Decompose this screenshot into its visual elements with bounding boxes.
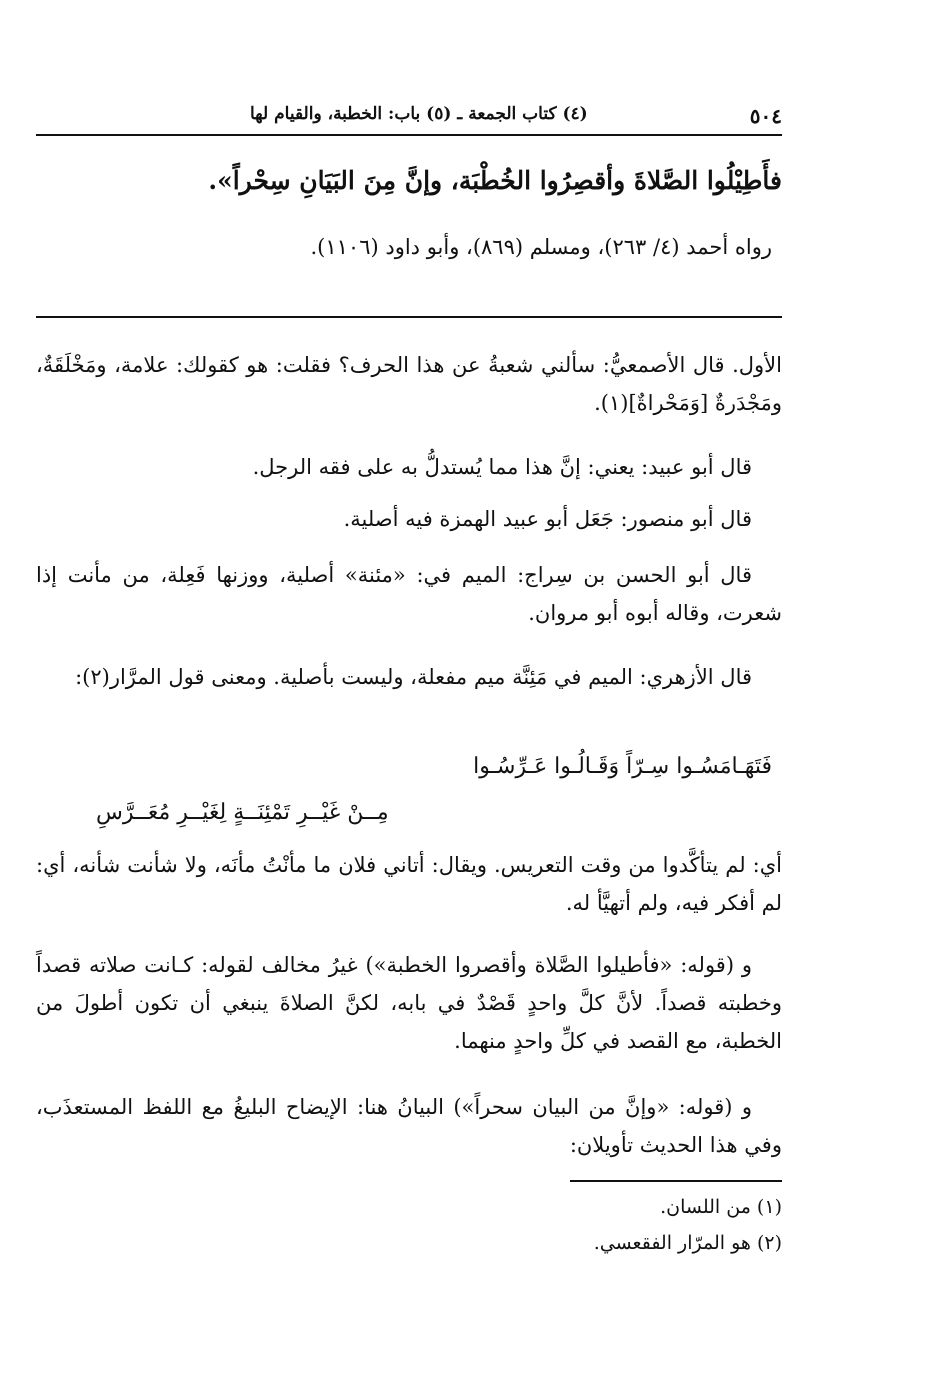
footnote-rule bbox=[570, 1180, 782, 1182]
hadith-text: فأَطِيْلُوا الصَّلاةَ وأقصِرُوا الخُطْبَة، وإنَّ مِنَ البَيَانِ سِحْراً». bbox=[208, 166, 782, 195]
commentary-para-5: قال الأزهري: الميم في مَئِنَّة ميم مفعلة، وليست بأصلية. ومعنى قول المرَّار(٢): bbox=[75, 665, 752, 689]
commentary-para-8: و (قوله: «وإنَّ من البيان سحراً») البيانُ هنا: الإيضاح البليغُ مع اللفظ المستعذَب، وفي هذا الحديث تأويلان: bbox=[36, 1095, 782, 1157]
commentary-para-4: قال أبو الحسن بن سِراج: الميم في: «مئنة» أصلية، ووزنها فَعِلة، من مأنت إذا شعرت، وقاله أبوه أبو مروان. bbox=[36, 563, 782, 625]
commentary-para-6: أي: لم يتأكَّدوا من وقت التعريس. ويقال: أتاني فلان ما مأنْتُ مأنَه، ولا شأنت شأنه، أي: لم أفكر فيه، ولم أتهيَّأ له. bbox=[36, 853, 782, 915]
poem-verse-1: فَتَهَـامَسُـوا سِـرّاً وَقَـالُـوا عَـرِّسُـوا bbox=[473, 754, 772, 779]
poem-verse-2: مِــنْ غَيْــرِ تَمْئِنَــةٍ لِغَيْــرِ مُعَــرَّسِ bbox=[96, 800, 389, 825]
section-divider bbox=[36, 316, 782, 318]
header-rule bbox=[36, 134, 782, 136]
page-number: ٥٠٤ bbox=[749, 104, 782, 128]
commentary-para-3: قال أبو منصور: جَعَل أبو عبيد الهمزة فيه أصلية. bbox=[343, 507, 752, 531]
commentary-para-7: و (قوله: «فأطيلوا الصَّلاة وأقصروا الخطبة») غيرُ مخالف لقوله: كـانت صلاته قصداً وخطبته قصداً. لأنَّ كلَّ واحدٍ قَصْدٌ في بابه، لكنَّ الصلاةَ ينبغي أن تكون أطولَ من الخطبة، مع القصد في كلِّ واحدٍ منهما. bbox=[36, 953, 782, 1053]
footnote-1: (١) من اللسان. bbox=[660, 1196, 782, 1218]
footnote-2: (٢) هو المرّار الفقعسي. bbox=[593, 1232, 782, 1254]
hadith-source: رواه أحمد (٤/ ٢٦٣)، ومسلم (٨٦٩)، وأبو داود (١١٠٦). bbox=[310, 235, 772, 259]
commentary-para-2: قال أبو عبيد: يعني: إنَّ هذا مما يُستدلُّ به على فقه الرجل. bbox=[252, 455, 752, 479]
commentary-para-1: الأول. قال الأصمعيُّ: سألني شعبةُ عن هذا الحرف؟ فقلت: هو كقولك: علامة، ومَخْلَقَةٌ، ومَجْدَرةٌ [وَمَحْراةٌ](١). bbox=[36, 353, 782, 415]
running-title: (٤) كتاب الجمعة ـ (٥) باب: الخطبة، والقيام لها bbox=[250, 104, 588, 124]
